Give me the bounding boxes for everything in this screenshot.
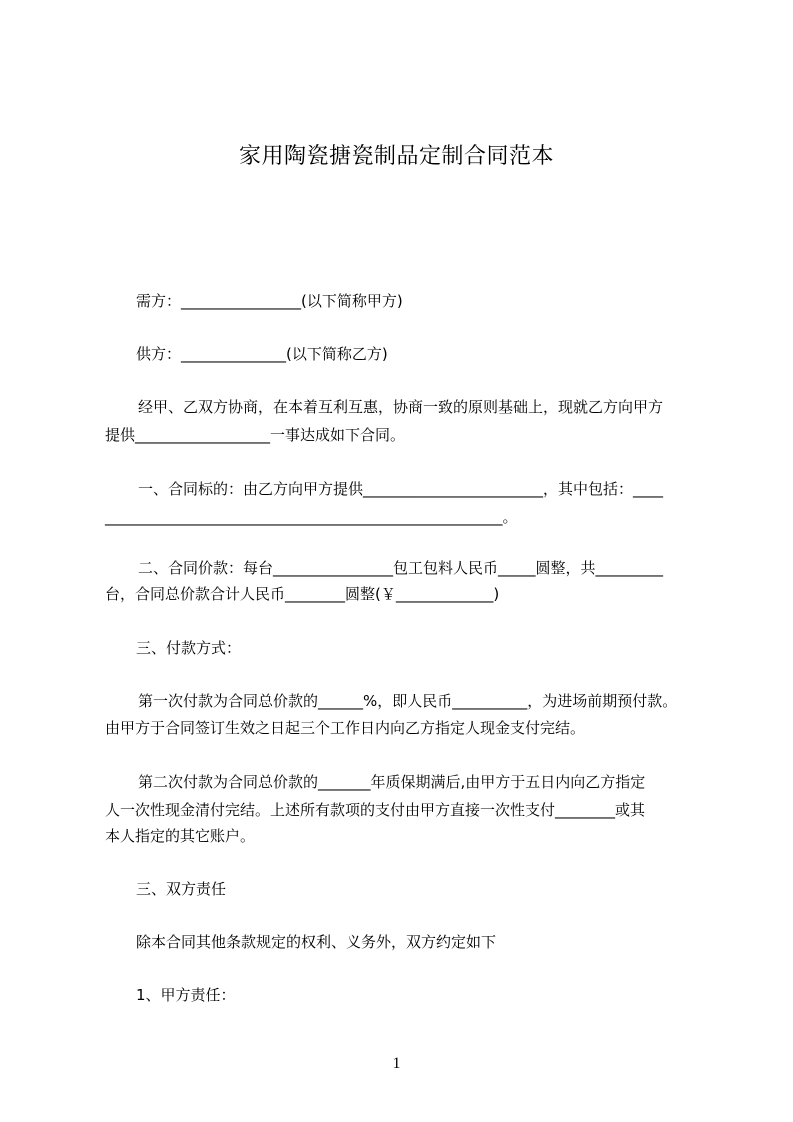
supplier-line: 供方：______________(以下简称乙方): [136, 345, 388, 363]
responsibilities-heading: 三、双方责任: [136, 880, 227, 898]
contract-price-line-2: 台，合同总价款合计人民币________圆整(￥_____________): [105, 585, 500, 603]
responsibilities-intro: 除本合同其他条款规定的权利、义务外，双方约定如下: [136, 933, 497, 951]
second-payment-line-1: 第二次付款为合同总价款的_______年质保期满后,由甲方于五日内向乙方指定: [138, 773, 646, 791]
page-number: 1: [392, 1055, 401, 1072]
contract-subject-line-2: _____________________________________________________。: [105, 508, 518, 526]
first-payment-line-2: 由甲方于合同签订生效之日起三个工作日内向乙方指定人现金支付完结。: [105, 719, 586, 737]
contract-subject-line-1: 一、合同标的：由乙方向甲方提供________________________，其中包括：____: [138, 480, 664, 498]
intro-paragraph-line-2: 提供__________________一事达成如下合同。: [105, 426, 406, 444]
first-payment-line-1: 第一次付款为合同总价款的______%，即人民币__________，为进场前期预付款。: [138, 692, 678, 710]
second-payment-line-3: 本人指定的其它账户。: [105, 827, 256, 845]
second-payment-line-2: 人一次性现金清付完结。上述所有款项的支付由甲方直接一次性支付________或其: [105, 801, 646, 819]
intro-paragraph-line-1: 经甲、乙双方协商，在本着互利互惠，协商一致的原则基础上，现就乙方向甲方: [138, 398, 664, 416]
payment-method-heading: 三、付款方式：: [136, 639, 242, 657]
document-title: 家用陶瓷搪瓷制品定制合同范本: [238, 144, 554, 169]
buyer-line: 需方：________________(以下简称甲方): [136, 292, 403, 310]
contract-price-line-1: 二、合同价款：每台________________包工包料人民币_____圆整，共_________: [138, 559, 664, 577]
party-a-responsibility-heading: 1、甲方责任：: [136, 986, 236, 1004]
